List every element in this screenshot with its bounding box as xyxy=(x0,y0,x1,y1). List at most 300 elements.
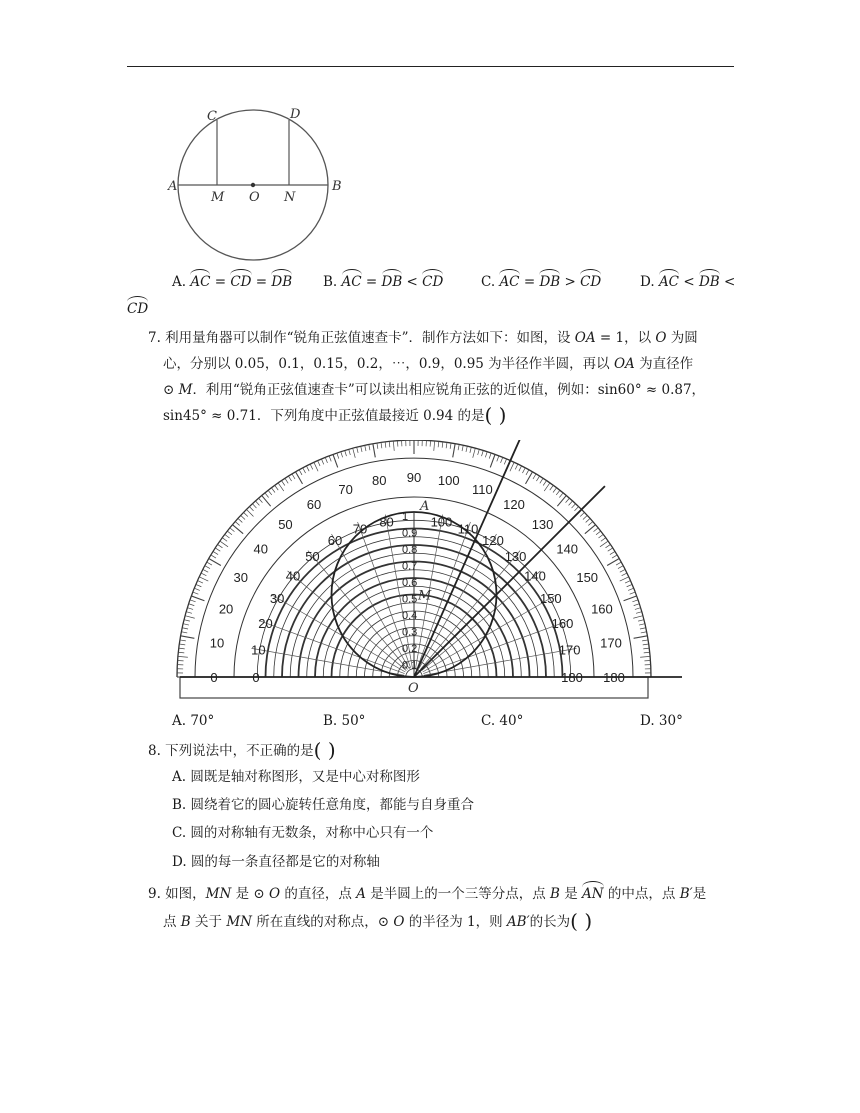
protractor-tick xyxy=(179,648,185,649)
protractor-tick xyxy=(536,476,539,481)
protractor-tick xyxy=(191,596,204,601)
math: O xyxy=(269,886,281,902)
text: 的中点，点 xyxy=(603,886,680,902)
outer-scale-label: 10 xyxy=(209,635,225,651)
q7-line-3 xyxy=(163,380,705,400)
protractor-tick xyxy=(271,488,275,493)
answer-paren[interactable]: ( ) xyxy=(570,909,593,933)
protractor-tick xyxy=(641,632,647,633)
protractor-tick xyxy=(612,555,617,558)
inner-scale-label: 100 xyxy=(430,514,453,530)
inner-scale-label: 70 xyxy=(352,521,368,537)
protractor-tick xyxy=(306,466,309,471)
label-d: D xyxy=(290,107,301,122)
protractor-tick xyxy=(510,462,514,471)
outer-scale-label: 170 xyxy=(600,635,622,651)
math: O xyxy=(393,914,405,930)
protractor-tick xyxy=(194,588,200,590)
protractor-tick xyxy=(215,548,220,551)
q7-line-4 xyxy=(163,405,506,426)
protractor-tick xyxy=(381,442,382,448)
protractor-tick xyxy=(207,562,212,565)
label-c: C xyxy=(207,109,217,124)
protractor-tick xyxy=(482,450,484,456)
protractor-tick xyxy=(184,620,190,621)
protractor-tick xyxy=(569,501,573,505)
relation: < xyxy=(719,274,736,290)
outer-scale-label: 0 xyxy=(210,670,218,685)
text: 的半径为 1，则 xyxy=(404,914,507,930)
inner-scale-label: 50 xyxy=(305,548,320,564)
arc: AC xyxy=(499,274,520,290)
protractor-tick xyxy=(594,528,599,532)
protractor-tick xyxy=(504,459,506,465)
relation: < xyxy=(679,274,699,290)
protractor-tick xyxy=(241,515,245,519)
arc: DB xyxy=(698,274,720,290)
arc: AC xyxy=(341,274,362,290)
outer-scale-label: 130 xyxy=(531,516,554,532)
protractor-tick xyxy=(598,534,603,538)
math: M xyxy=(178,382,193,398)
protractor-tick xyxy=(259,498,263,503)
text: ．利用“锐角正弦值速查卡”可以读出相应锐角正弦的近似值，例如：sin60° ≈ 0.87， xyxy=(192,382,706,398)
label-b: B xyxy=(332,179,342,194)
arc: AC xyxy=(190,274,211,290)
relation: = xyxy=(519,274,540,290)
text: 点 xyxy=(163,914,181,930)
protractor-tick xyxy=(281,481,284,486)
radial-line xyxy=(420,551,520,670)
protractor-tick xyxy=(325,457,327,463)
inner-scale-label: 120 xyxy=(482,533,504,549)
protractor-tick xyxy=(314,462,318,471)
protractor-tick xyxy=(275,485,279,490)
arc: CD xyxy=(127,301,149,317)
protractor-tick xyxy=(213,551,218,554)
relation: = xyxy=(361,274,382,290)
protractor-tick xyxy=(349,449,351,455)
q9-line-2 xyxy=(163,911,592,932)
protractor-tick xyxy=(606,544,611,547)
protractor-tick xyxy=(285,478,288,483)
protractor-tick xyxy=(624,596,637,601)
q7-option-d[interactable]: D. 30° xyxy=(640,713,683,729)
protractor-tick xyxy=(205,566,210,569)
protractor-tick xyxy=(630,592,636,594)
inner-scale-label: 140 xyxy=(524,568,546,584)
q6-option-a[interactable] xyxy=(172,272,292,292)
inner-scale-label: 130 xyxy=(504,548,527,564)
protractor-tick xyxy=(634,604,640,606)
protractor-tick xyxy=(533,474,536,479)
math: MN xyxy=(226,914,252,930)
protractor-tick xyxy=(643,648,649,649)
protractor-tick xyxy=(179,644,185,645)
inner-scale-label: 20 xyxy=(258,615,273,631)
protractor-tick xyxy=(288,476,291,481)
protractor-tick xyxy=(519,466,522,471)
inner-scale-label: 0 xyxy=(252,670,260,685)
radius-label: 1 xyxy=(402,511,409,523)
option-prefix: D. xyxy=(640,274,659,290)
protractor-tick xyxy=(485,452,487,458)
protractor-tick xyxy=(244,512,248,516)
q9-line-1 xyxy=(148,884,706,904)
protractor-tick xyxy=(318,460,320,465)
text: sin45° ≈ 0.71．下列角度中正弦值最接近 0.94 的是 xyxy=(163,408,485,424)
protractor-tick xyxy=(632,600,638,602)
protractor-tick xyxy=(321,459,323,465)
label-o: O xyxy=(249,190,260,205)
protractor-tick xyxy=(389,441,390,447)
math: MN xyxy=(205,886,232,902)
radius-label: 0.3 xyxy=(402,626,418,639)
q7-line-1 xyxy=(148,328,698,348)
outer-scale-label: 60 xyxy=(306,496,322,512)
protractor-tick xyxy=(574,507,578,511)
q7-line-2 xyxy=(163,354,693,374)
protractor-tick xyxy=(618,566,623,569)
protractor-tick xyxy=(501,457,503,463)
protractor-figure xyxy=(170,440,690,700)
protractor-tick xyxy=(620,569,625,572)
inner-scale-label: 150 xyxy=(539,591,562,606)
text: 为圆 xyxy=(666,330,698,346)
math: B′ xyxy=(679,886,693,902)
protractor-tick xyxy=(450,443,451,449)
protractor-tick xyxy=(470,447,471,453)
protractor-tick xyxy=(550,485,554,490)
text: 9. 如图， xyxy=(148,886,206,902)
protractor-tick xyxy=(262,495,271,506)
protractor-tick xyxy=(190,600,196,602)
protractor-tick xyxy=(438,441,439,447)
protractor-tick xyxy=(186,612,192,614)
protractor-tick xyxy=(341,452,343,458)
protractor-tick xyxy=(515,464,518,469)
protractor-tick xyxy=(583,515,587,519)
protractor-tick xyxy=(610,551,615,554)
text: 所在直线的对称点，⊙ xyxy=(251,914,394,930)
answer-paren[interactable]: ( ) xyxy=(484,403,507,427)
option-prefix: B. xyxy=(323,274,342,290)
protractor-tick xyxy=(458,444,459,450)
text: 关于 xyxy=(190,914,227,930)
protractor-tick xyxy=(636,612,642,614)
protractor-tick xyxy=(181,632,187,633)
protractor-tick xyxy=(557,495,566,506)
protractor-tick xyxy=(553,488,557,493)
text: 是 xyxy=(692,886,707,902)
protractor-tick xyxy=(292,474,295,479)
label-n: N xyxy=(284,190,296,205)
arc: DB xyxy=(539,274,561,290)
circle-figure xyxy=(160,100,360,265)
outer-scale-label: 80 xyxy=(372,473,387,489)
protractor-tick xyxy=(249,507,253,511)
protractor-tick xyxy=(268,490,272,495)
protractor-tick xyxy=(230,528,235,532)
protractor-tick xyxy=(357,447,358,453)
text: 8. 下列说法中，不正确的是 xyxy=(148,743,314,759)
protractor-tick xyxy=(601,538,606,542)
protractor-tick xyxy=(588,522,593,526)
protractor-tick xyxy=(329,456,331,462)
arc: AC xyxy=(658,274,680,290)
text: ⊙ xyxy=(163,382,179,398)
protractor-tick xyxy=(255,501,259,505)
protractor-tick xyxy=(633,616,643,619)
arc: CD xyxy=(230,274,252,290)
protractor-tick xyxy=(373,444,375,458)
text: = 1，以 xyxy=(595,330,656,346)
protractor-tick xyxy=(180,640,186,641)
math: O xyxy=(655,330,667,346)
protractor-tick xyxy=(622,573,627,576)
protractor-tick xyxy=(638,620,644,621)
protractor-tick xyxy=(608,548,613,551)
protractor-tick xyxy=(178,656,188,657)
q6-option-d-wrap xyxy=(127,299,148,319)
protractor-tick xyxy=(643,644,649,645)
text: 心，分别以 0.05，0.1，0.15，0.2，⋯，0.9，0.95 为半径作半圆，再以 xyxy=(163,356,614,372)
math: B xyxy=(180,914,191,930)
protractor-tick xyxy=(178,652,184,653)
protractor-tick xyxy=(211,555,216,558)
inner-scale-label: 30 xyxy=(269,591,285,606)
outer-scale-label: 70 xyxy=(338,482,353,498)
q7-option-b[interactable]: B. 50° xyxy=(323,713,366,729)
protractor-tick xyxy=(393,441,394,451)
label-m: M xyxy=(418,588,432,604)
text: 的长为 xyxy=(529,914,571,930)
inner-scale-label: 110 xyxy=(457,521,479,537)
protractor-tick xyxy=(225,534,230,538)
protractor-tick xyxy=(559,493,563,498)
radius-label: 0.9 xyxy=(402,527,418,540)
protractor-tick xyxy=(246,509,253,516)
protractor-tick xyxy=(337,453,339,459)
protractor-tick xyxy=(580,512,584,516)
radius-label: 0.4 xyxy=(402,610,418,622)
protractor-tick xyxy=(252,504,256,508)
protractor-tick xyxy=(640,628,646,629)
protractor-tick xyxy=(218,544,223,547)
protractor-tick xyxy=(640,656,650,657)
protractor-tick xyxy=(182,628,188,629)
q6-option-d[interactable] xyxy=(640,272,735,292)
outer-scale-label: 150 xyxy=(576,570,599,585)
option-prefix: A. xyxy=(172,274,191,290)
q7-option-c[interactable]: C. 40° xyxy=(481,713,524,729)
answer-paren[interactable]: ( ) xyxy=(313,738,336,762)
math: B xyxy=(550,886,560,902)
radius-label: 0.6 xyxy=(402,577,418,589)
outer-scale-label: 50 xyxy=(278,516,293,532)
protractor-tick xyxy=(628,588,634,590)
math: OA xyxy=(613,356,635,372)
outer-scale-label: 40 xyxy=(253,541,269,557)
q6-option-b[interactable] xyxy=(323,272,443,292)
arc: AN xyxy=(582,886,604,902)
protractor-tick xyxy=(644,652,650,653)
protractor-tick xyxy=(627,584,633,586)
outer-scale-label: 100 xyxy=(437,473,460,489)
protractor-tick xyxy=(642,640,648,641)
outer-scale-label: 140 xyxy=(556,541,579,557)
text: 7. 利用量角器可以制作“锐角正弦值速查卡”．制作方法如下：如图，设 xyxy=(148,330,575,346)
protractor-tick xyxy=(385,442,386,448)
protractor-tick xyxy=(299,470,302,475)
outer-scale-label: 20 xyxy=(218,601,234,617)
radius-label: 0.8 xyxy=(402,544,418,556)
protractor-tick xyxy=(369,444,370,450)
header-rule xyxy=(127,66,734,67)
protractor-tick xyxy=(196,584,202,586)
protractor-tick xyxy=(181,636,195,638)
protractor-tick xyxy=(572,504,576,508)
outer-scale-label: 30 xyxy=(233,570,249,585)
outer-scale-label: 180 xyxy=(603,670,625,685)
text: 的直径，点 xyxy=(280,886,357,902)
radius-label: 0.5 xyxy=(402,593,418,606)
protractor-tick xyxy=(556,490,560,495)
protractor-tick xyxy=(596,531,601,535)
q8-stem xyxy=(148,740,336,761)
protractor-tick xyxy=(489,453,491,459)
q8-option-b[interactable]: B. 圆绕着它的圆心旋转任意角度，都能与自身重合 xyxy=(172,797,475,813)
protractor-tick xyxy=(639,624,645,625)
protractor-tick xyxy=(625,581,630,583)
protractor-tick xyxy=(490,454,495,467)
protractor-tick xyxy=(265,493,269,498)
math: OA xyxy=(574,330,596,346)
protractor-tick xyxy=(544,483,550,491)
math: AB′ xyxy=(506,914,530,930)
protractor-tick xyxy=(353,448,356,458)
protractor-tick xyxy=(462,445,463,451)
text: 为直径作 xyxy=(634,356,694,372)
relation: = xyxy=(251,274,272,290)
q7-option-a[interactable]: A. 70° xyxy=(172,713,215,729)
q8-option-a[interactable]: A. 圆既是轴对称图形，又是中心对称图形 xyxy=(172,769,420,785)
protractor-tick xyxy=(478,449,480,455)
protractor-tick xyxy=(183,624,189,625)
protractor-tick xyxy=(442,442,443,448)
center-point xyxy=(251,183,255,187)
label-m: M xyxy=(211,190,225,205)
protractor-tick xyxy=(453,444,455,458)
inner-scale-label: 170 xyxy=(558,642,581,658)
option-prefix: C. xyxy=(481,274,500,290)
protractor-tick xyxy=(620,577,629,581)
protractor-tick xyxy=(586,518,590,522)
protractor-tick xyxy=(446,442,447,448)
inner-scale-label: 180 xyxy=(561,670,583,685)
protractor-tick xyxy=(238,518,242,522)
radial-line xyxy=(288,571,407,671)
protractor-tick xyxy=(466,446,467,452)
q8-option-c[interactable]: C. 圆的对称轴有无数条，对称中心只有一个 xyxy=(172,825,434,841)
inner-scale-label: 160 xyxy=(551,615,574,631)
protractor-tick xyxy=(222,538,227,542)
protractor-tick xyxy=(278,483,284,491)
text: 是半圆上的一个三等分点，点 xyxy=(365,886,551,902)
text: 是 xyxy=(559,886,583,902)
label-a: A xyxy=(420,499,430,514)
protractor-tick xyxy=(310,464,313,469)
outer-scale-label: 110 xyxy=(472,482,493,498)
protractor-tick xyxy=(434,441,435,451)
text: 是 ⊙ xyxy=(231,886,269,902)
relation: < xyxy=(402,274,423,290)
protractor-tick xyxy=(189,604,195,606)
protractor-tick xyxy=(377,443,378,449)
arc: DB xyxy=(271,274,293,290)
protractor-tick xyxy=(497,456,499,462)
protractor-tick xyxy=(522,468,525,473)
protractor-tick xyxy=(187,608,193,610)
arc: DB xyxy=(381,274,403,290)
protractor-tick xyxy=(333,454,338,467)
protractor-tick xyxy=(232,525,243,534)
arc: CD xyxy=(422,274,444,290)
inner-scale-label: 40 xyxy=(285,568,301,584)
protractor-tick xyxy=(540,478,543,483)
protractor-tick xyxy=(235,522,240,526)
protractor-tick xyxy=(365,445,366,451)
protractor-tick xyxy=(616,562,621,565)
protractor-tick xyxy=(227,531,232,535)
relation: = xyxy=(210,274,231,290)
protractor-tick xyxy=(303,468,306,473)
protractor-tick xyxy=(526,470,529,475)
label-a: A xyxy=(168,179,178,194)
outer-scale-label: 90 xyxy=(406,470,422,485)
q8-option-d[interactable]: D. 圆的每一条直径都是它的对称轴 xyxy=(172,854,380,870)
protractor-tick xyxy=(566,498,570,503)
protractor-tick xyxy=(345,450,347,456)
relation: > xyxy=(560,274,581,290)
protractor-tick xyxy=(197,581,202,583)
protractor-tick xyxy=(361,446,362,452)
radius-label: 0.2 xyxy=(402,643,418,655)
protractor-tick xyxy=(203,569,208,572)
outer-scale-label: 160 xyxy=(591,601,613,617)
protractor-tick xyxy=(185,616,195,619)
radial-line xyxy=(308,551,408,670)
label-o: O xyxy=(408,681,419,696)
protractor-tick xyxy=(585,525,596,534)
protractor-tick xyxy=(201,573,206,576)
protractor-tick xyxy=(543,481,546,486)
protractor-tick xyxy=(220,541,228,547)
inner-scale-label: 80 xyxy=(379,514,394,530)
radius-label: 0.7 xyxy=(402,560,418,573)
outer-scale-label: 120 xyxy=(503,496,525,512)
protractor-tick xyxy=(193,592,199,594)
inner-scale-label: 60 xyxy=(327,533,343,549)
protractor-tick xyxy=(199,577,208,581)
q6-option-c[interactable] xyxy=(481,272,601,292)
protractor-tick xyxy=(634,636,648,638)
math: A xyxy=(356,886,366,902)
radius-label: 0.1 xyxy=(402,659,418,672)
protractor-tick xyxy=(473,448,476,458)
inner-scale-label: 10 xyxy=(251,642,266,658)
protractor-tick xyxy=(600,541,608,547)
